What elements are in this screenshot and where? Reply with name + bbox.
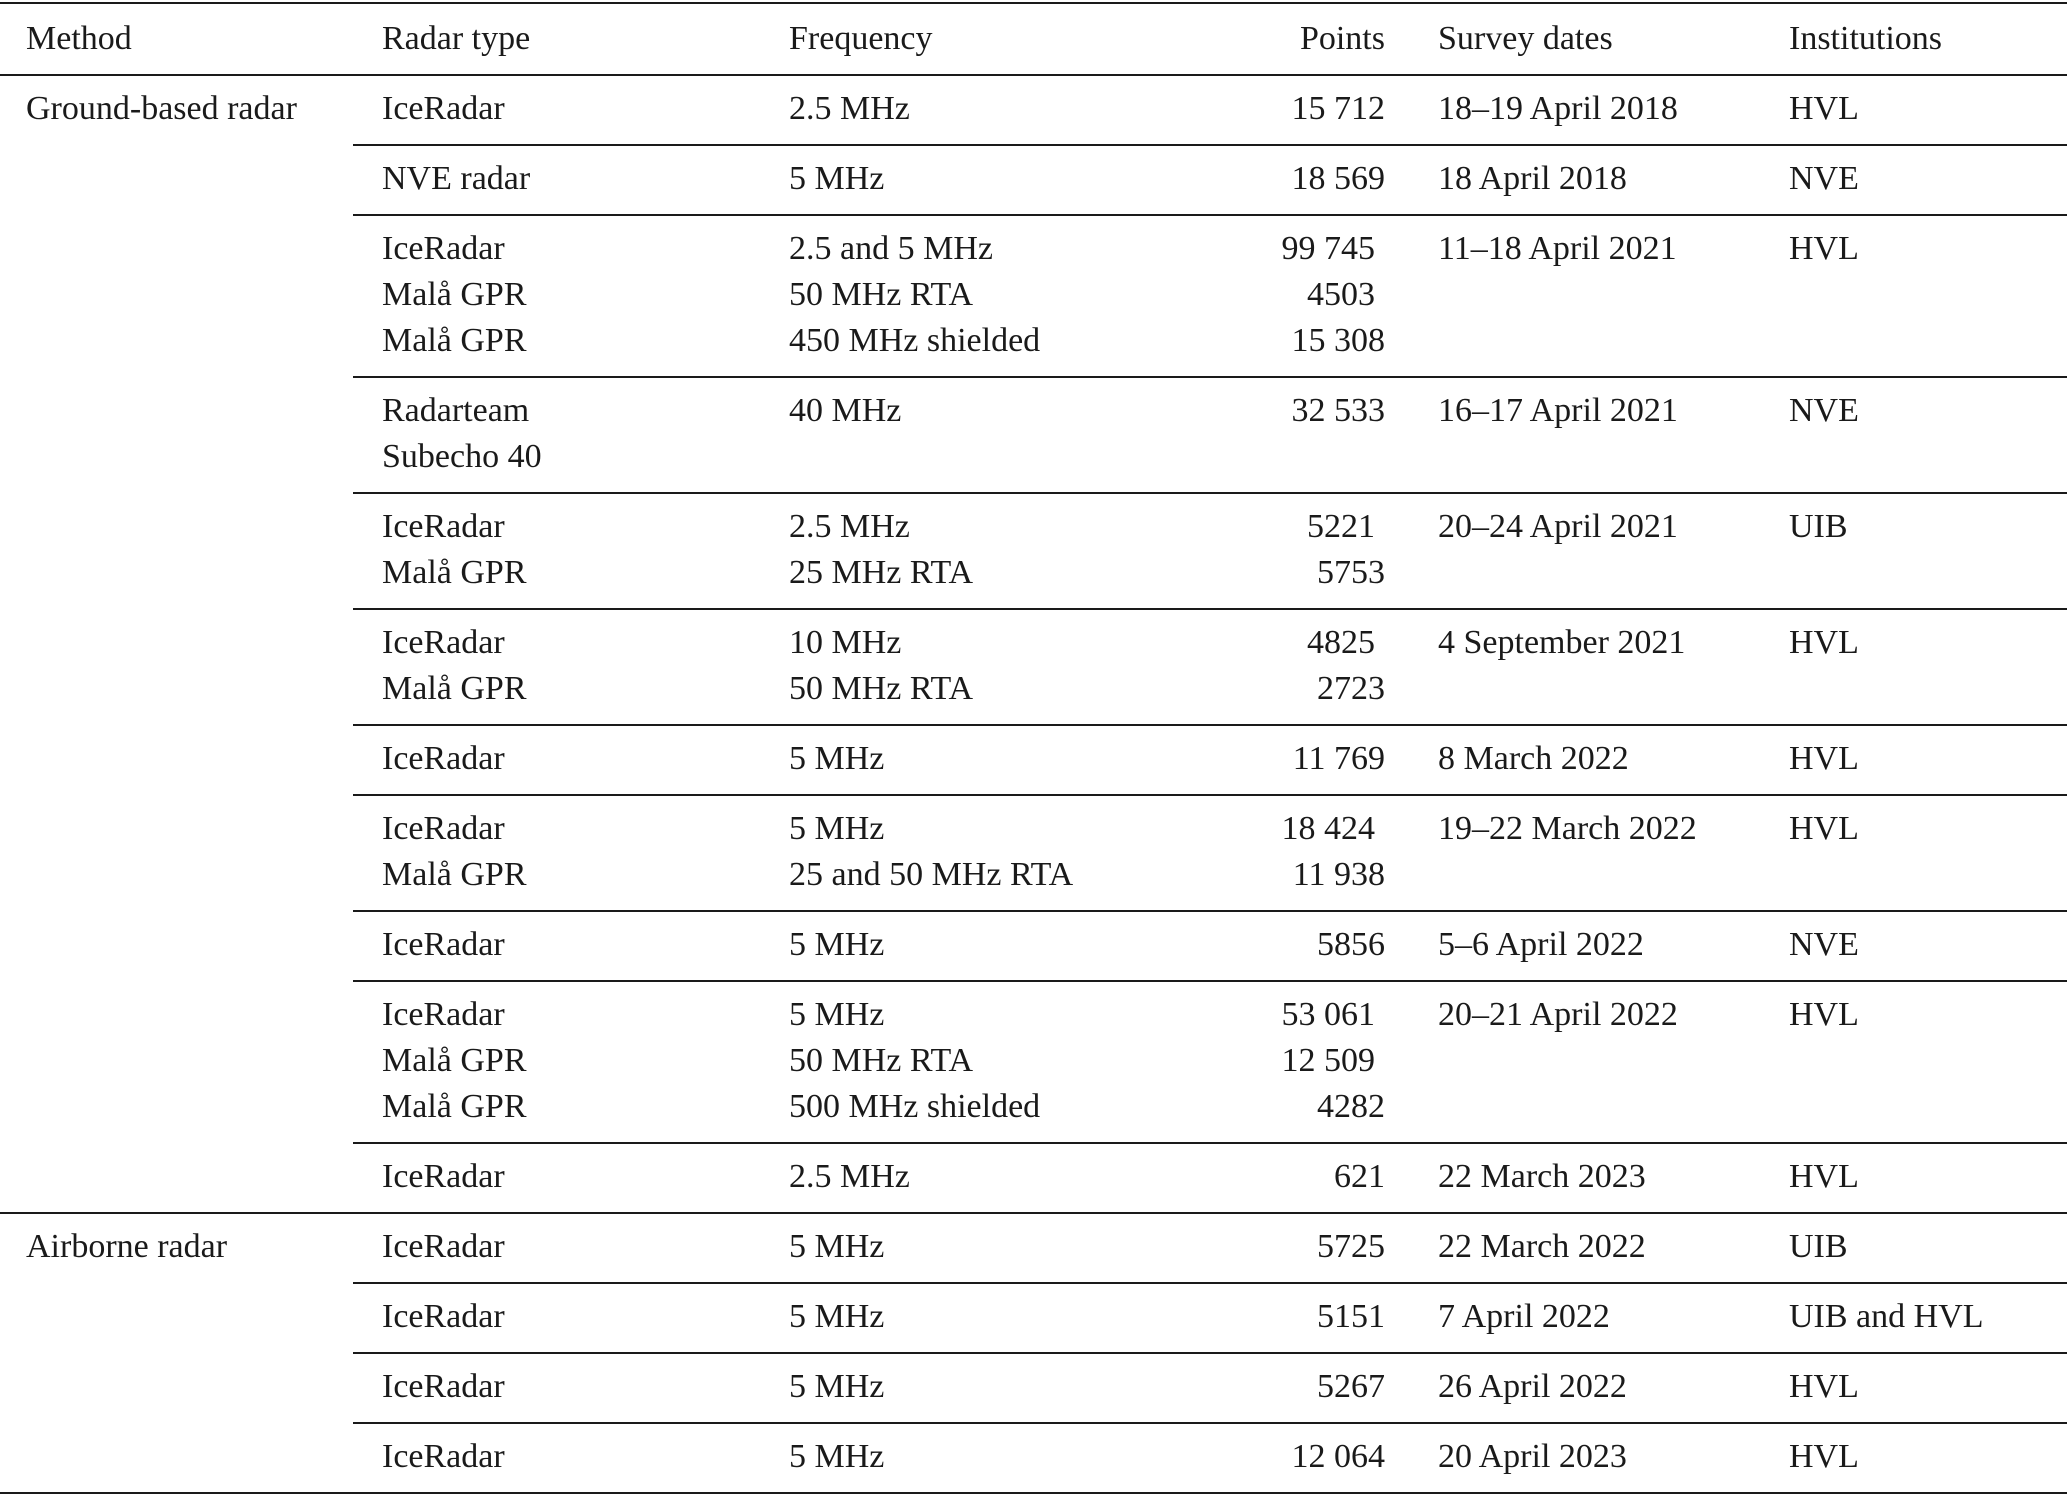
frequency-cell [789, 388, 1174, 480]
points-line: 621 [1334, 1158, 1385, 1195]
frequency-line: 5 MHz [789, 740, 885, 777]
survey-dates-cell: 8 March 2022 [1438, 740, 1629, 777]
table-row [353, 724, 2067, 794]
survey-dates-cell: 18–19 April 2018 [1438, 90, 1678, 127]
points-line: 5267 [1317, 1368, 1385, 1405]
points-line: 4282 [1317, 1088, 1385, 1125]
frequency-line: 25 and 50 MHz RTA [789, 856, 1074, 893]
radar-type-cell [353, 156, 789, 202]
radar-type-line: IceRadar [382, 1438, 505, 1475]
frequency-cell [789, 1434, 1174, 1480]
method-cell: Ground-based radar [26, 90, 297, 127]
points-cell [1174, 736, 1385, 782]
table-row [353, 144, 2067, 214]
frequency-line: 40 MHz [789, 392, 902, 429]
frequency-cell [789, 1294, 1174, 1340]
institutions-cell: NVE [1789, 392, 1859, 429]
survey-dates-cell: 22 March 2022 [1438, 1228, 1646, 1265]
institutions-cell: HVL [1789, 810, 1859, 847]
radar-type-cell [353, 388, 789, 480]
frequency-line: 5 MHz [789, 1438, 885, 1475]
institutions-cell: HVL [1789, 1158, 1859, 1195]
radar-type-cell [353, 86, 789, 132]
frequency-line: 5 MHz [789, 1298, 885, 1335]
radar-type-line: Malå GPR [382, 276, 527, 313]
institutions-cell: UIB and HVL [1789, 1298, 1984, 1335]
radar-type-cell [353, 1434, 789, 1480]
points-cell [1174, 620, 1385, 712]
table-row [353, 76, 2067, 144]
radar-type-line: IceRadar [382, 1368, 505, 1405]
method-group [0, 1214, 2067, 1492]
radar-type-line: IceRadar [382, 810, 505, 847]
survey-dates-cell: 26 April 2022 [1438, 1368, 1627, 1405]
frequency-line: 5 MHz [789, 996, 885, 1033]
points-line: 4825 [1307, 624, 1375, 661]
points-cell [1174, 1364, 1385, 1410]
method-cell: Airborne radar [26, 1228, 228, 1265]
points-line: 11 938 [1292, 856, 1385, 893]
radar-type-line: IceRadar [382, 1158, 505, 1195]
radar-type-cell [353, 226, 789, 364]
frequency-line: 500 MHz shielded [789, 1088, 1041, 1125]
points-line: 5221 [1307, 508, 1375, 545]
points-line: 15 308 [1291, 322, 1385, 359]
points-line: 5151 [1317, 1298, 1385, 1335]
points-line: 5753 [1317, 554, 1385, 591]
institutions-cell: HVL [1789, 1368, 1859, 1405]
radar-type-cell [353, 1294, 789, 1340]
points-line: 11 769 [1292, 740, 1385, 777]
survey-dates-cell: 18 April 2018 [1438, 160, 1627, 197]
radar-type-cell [353, 922, 789, 968]
points-line: 12 509 [1281, 1042, 1375, 1079]
frequency-cell [789, 156, 1174, 202]
frequency-line: 5 MHz [789, 1228, 885, 1265]
points-cell [1174, 1224, 1385, 1270]
radar-type-line: NVE radar [382, 160, 531, 197]
institutions-cell: NVE [1789, 160, 1859, 197]
radar-type-line: IceRadar [382, 1298, 505, 1335]
table-row [353, 980, 2067, 1142]
points-cell [1174, 992, 1385, 1130]
radar-type-line: Malå GPR [382, 1042, 527, 1079]
frequency-line: 50 MHz RTA [789, 276, 974, 313]
points-line: 15 712 [1291, 90, 1385, 127]
group-rows [353, 76, 2067, 1212]
frequency-cell [789, 1154, 1174, 1200]
radar-type-line: IceRadar [382, 230, 505, 267]
radar-type-line: IceRadar [382, 740, 505, 777]
survey-dates-cell: 19–22 March 2022 [1438, 810, 1697, 847]
header-method: Method [26, 20, 132, 57]
frequency-line: 5 MHz [789, 926, 885, 963]
table-row [353, 910, 2067, 980]
frequency-line: 450 MHz shielded [789, 322, 1041, 359]
frequency-cell [789, 806, 1174, 898]
points-cell [1174, 86, 1385, 132]
radar-type-cell [353, 736, 789, 782]
points-cell [1174, 504, 1385, 596]
radar-type-cell [353, 806, 789, 898]
frequency-line: 5 MHz [789, 160, 885, 197]
points-line: 32 533 [1291, 392, 1385, 429]
points-line: 5856 [1317, 926, 1385, 963]
survey-dates-cell: 20 April 2023 [1438, 1438, 1627, 1475]
radar-type-cell [353, 1364, 789, 1410]
points-line: 12 064 [1291, 1438, 1385, 1475]
frequency-line: 2.5 MHz [789, 1158, 910, 1195]
table-row [353, 1142, 2067, 1212]
frequency-cell [789, 86, 1174, 132]
header-points: Points [1299, 20, 1385, 57]
frequency-line: 2.5 MHz [789, 508, 910, 545]
institutions-cell: HVL [1789, 1438, 1859, 1475]
survey-dates-cell: 7 April 2022 [1438, 1298, 1610, 1335]
points-cell [1174, 922, 1385, 968]
table-row [353, 1422, 2067, 1492]
table-row [353, 1352, 2067, 1422]
radar-type-line: Subecho 40 [382, 438, 542, 475]
header-institutions: Institutions [1789, 20, 1943, 57]
frequency-cell [789, 922, 1174, 968]
radar-type-cell [353, 504, 789, 596]
frequency-cell [789, 504, 1174, 596]
table-row [353, 1214, 2067, 1282]
radar-type-line: IceRadar [382, 624, 505, 661]
survey-dates-cell: 11–18 April 2021 [1438, 230, 1677, 267]
points-cell [1174, 806, 1385, 898]
points-cell [1174, 156, 1385, 202]
points-cell [1174, 1434, 1385, 1480]
frequency-line: 50 MHz RTA [789, 1042, 974, 1079]
radar-type-cell [353, 992, 789, 1130]
points-line: 18 569 [1291, 160, 1385, 197]
frequency-cell [789, 1364, 1174, 1410]
frequency-line: 2.5 and 5 MHz [789, 230, 993, 267]
institutions-cell: HVL [1789, 90, 1859, 127]
institutions-cell: HVL [1789, 996, 1859, 1033]
institutions-cell: HVL [1789, 230, 1859, 267]
radar-type-line: Malå GPR [382, 554, 527, 591]
survey-dates-cell: 20–21 April 2022 [1438, 996, 1678, 1033]
radar-type-line: IceRadar [382, 926, 505, 963]
header-survey-dates: Survey dates [1438, 20, 1613, 57]
survey-dates-cell: 4 September 2021 [1438, 624, 1686, 661]
frequency-cell [789, 226, 1174, 364]
points-cell [1174, 226, 1385, 364]
table-row [353, 492, 2067, 608]
points-line: 18 424 [1281, 810, 1375, 847]
frequency-line: 25 MHz RTA [789, 554, 974, 591]
radar-type-line: IceRadar [382, 90, 505, 127]
frequency-line: 5 MHz [789, 810, 885, 847]
points-cell [1174, 1294, 1385, 1340]
points-cell [1174, 1154, 1385, 1200]
radar-type-line: IceRadar [382, 1228, 505, 1265]
table-row [353, 1282, 2067, 1352]
institutions-cell: UIB [1789, 1228, 1848, 1265]
radar-type-cell [353, 620, 789, 712]
frequency-cell [789, 1224, 1174, 1270]
table-row [353, 214, 2067, 376]
survey-dates-cell: 5–6 April 2022 [1438, 926, 1644, 963]
method-group [0, 76, 2067, 1212]
radar-type-line: Malå GPR [382, 1088, 527, 1125]
radar-type-line: Malå GPR [382, 322, 527, 359]
table-row [353, 608, 2067, 724]
institutions-cell: UIB [1789, 508, 1848, 545]
points-line: 53 061 [1281, 996, 1375, 1033]
radar-type-line: IceRadar [382, 508, 505, 545]
survey-dates-cell: 16–17 April 2021 [1438, 392, 1678, 429]
radar-type-line: IceRadar [382, 996, 505, 1033]
points-line: 99 745 [1281, 230, 1375, 267]
frequency-line: 50 MHz RTA [789, 670, 974, 707]
survey-dates-cell: 22 March 2023 [1438, 1158, 1646, 1195]
header-frequency: Frequency [789, 20, 933, 57]
institutions-cell: HVL [1789, 624, 1859, 661]
survey-dates-cell: 20–24 April 2021 [1438, 508, 1678, 545]
table-body [0, 76, 2067, 1492]
frequency-line: 10 MHz [789, 624, 902, 661]
points-line: 5725 [1317, 1228, 1385, 1265]
institutions-cell: NVE [1789, 926, 1859, 963]
radar-type-line: Malå GPR [382, 856, 527, 893]
table-row [353, 376, 2067, 492]
institutions-cell: HVL [1789, 740, 1859, 777]
radar-type-cell [353, 1224, 789, 1270]
points-line: 2723 [1317, 670, 1385, 707]
frequency-cell [789, 620, 1174, 712]
frequency-cell [789, 992, 1174, 1130]
frequency-cell [789, 736, 1174, 782]
header-radar-type: Radar type [382, 20, 531, 57]
group-rows [353, 1214, 2067, 1492]
frequency-line: 5 MHz [789, 1368, 885, 1405]
points-cell [1174, 388, 1385, 480]
table-header [0, 4, 2067, 74]
radar-type-line: Radarteam [382, 392, 530, 429]
table-bottom-rule [0, 1492, 2067, 1494]
table-row [353, 794, 2067, 910]
frequency-line: 2.5 MHz [789, 90, 910, 127]
radar-type-line: Malå GPR [382, 670, 527, 707]
points-line: 4503 [1307, 276, 1375, 313]
radar-type-cell [353, 1154, 789, 1200]
